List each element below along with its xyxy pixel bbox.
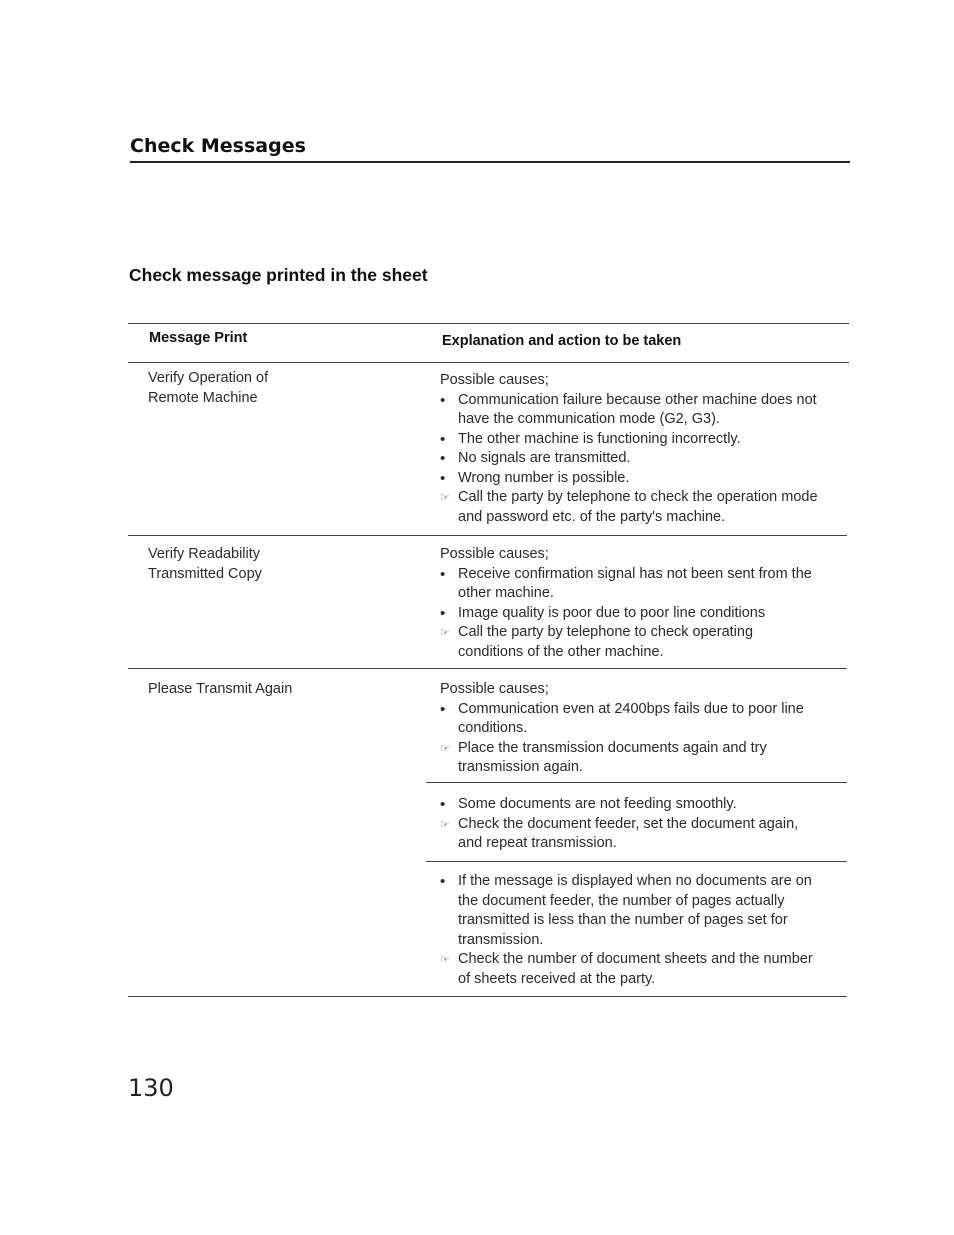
action-item: ☞ Call the party by telephone to check operating — [440, 623, 840, 643]
cause-item-continued: conditions. — [458, 720, 528, 736]
table-top-rule — [128, 323, 849, 324]
bullet — [440, 795, 456, 816]
bullet — [440, 391, 456, 412]
action-item: ☞ Place the transmission documents again and try — [440, 739, 840, 759]
message-line: Remote Machine — [148, 389, 258, 406]
sub-row-divider — [426, 861, 847, 862]
explanation-cell — [440, 545, 840, 662]
action-item: ☞ Check the number of document sheets and the number — [440, 950, 840, 970]
cause-item: • No signals are transmitted. — [440, 449, 840, 469]
cause-item: • Communication failure because other machine does not — [440, 391, 840, 411]
bullet — [440, 565, 456, 586]
column-header-explanation: Explanation and action to be taken — [442, 333, 682, 349]
bullet — [440, 449, 456, 470]
cause-item-continued: other machine. — [458, 585, 554, 601]
table-header-rule — [128, 362, 849, 363]
cause-item-continued: have the communication mode (G2, G3). — [458, 411, 720, 427]
cause-item: • The other machine is functioning incorrectly. — [440, 430, 840, 450]
pointing-hand-icon: ☞ — [440, 492, 450, 504]
causes-intro: Possible causes; — [440, 546, 549, 562]
bullet — [440, 469, 456, 490]
cause-item: • Wrong number is possible. — [440, 469, 840, 489]
causes-intro: Possible causes; — [440, 372, 549, 388]
bullet — [440, 604, 456, 625]
message-line: Transmitted Copy — [148, 565, 262, 582]
action-item-continued: and password etc. of the party's machine. — [458, 508, 726, 525]
table-bottom-rule — [128, 996, 847, 997]
cause-item-continued: transmission. — [458, 931, 544, 948]
message-cell — [148, 680, 292, 700]
action-item-continued: of sheets received at the party. — [458, 970, 656, 987]
pointing-hand-icon: ☞ — [440, 627, 450, 639]
row-divider — [128, 668, 847, 669]
column-header-message-print: Message Print — [149, 330, 248, 346]
action-item-continued: conditions of the other machine. — [458, 643, 664, 660]
page-number: 130 — [128, 1074, 174, 1102]
explanation-cell — [440, 371, 840, 527]
cause-item: • If the message is displayed when no documents are on — [440, 872, 840, 892]
page-subtitle: Check message printed in the sheet — [129, 265, 428, 285]
bullet — [440, 700, 456, 721]
cause-item: • Some documents are not feeding smoothly. — [440, 795, 840, 815]
cause-item: • Receive confirmation signal has not been sent from the — [440, 565, 840, 585]
action-item-continued: transmission again. — [458, 759, 583, 775]
sub-row-divider — [426, 782, 847, 783]
bullet — [440, 430, 456, 451]
action-item: ☞ Check the document feeder, set the document again, — [440, 815, 840, 835]
message-line: Verify Readability — [148, 546, 261, 562]
section-divider — [130, 161, 850, 163]
pointing-hand-icon: ☞ — [440, 954, 450, 966]
causes-intro: Possible causes; — [440, 681, 549, 697]
pointing-hand-icon: ☞ — [440, 742, 450, 755]
action-item: ☞ Call the party by telephone to check the operation mode — [440, 488, 840, 508]
cause-item: • Image quality is poor due to poor line conditions — [440, 604, 840, 624]
row-divider — [128, 535, 847, 536]
cause-item-continued: transmitted is less than the number of pages set for — [458, 912, 788, 928]
action-item-continued: and repeat transmission. — [458, 835, 617, 851]
cause-item-continued: the document feeder, the number of pages actually — [458, 892, 785, 909]
message-cell — [148, 545, 262, 584]
explanation-group — [440, 680, 840, 778]
explanation-group — [440, 795, 840, 854]
pointing-hand-icon: ☞ — [440, 818, 450, 831]
bullet — [440, 872, 456, 893]
message-line: Verify Operation of — [148, 370, 269, 386]
message-cell — [148, 369, 268, 408]
message-line: Please Transmit Again — [148, 681, 293, 697]
cause-item: • Communication even at 2400bps fails due to poor line — [440, 700, 840, 720]
explanation-group — [440, 872, 840, 989]
section-title: Check Messages — [130, 135, 306, 157]
